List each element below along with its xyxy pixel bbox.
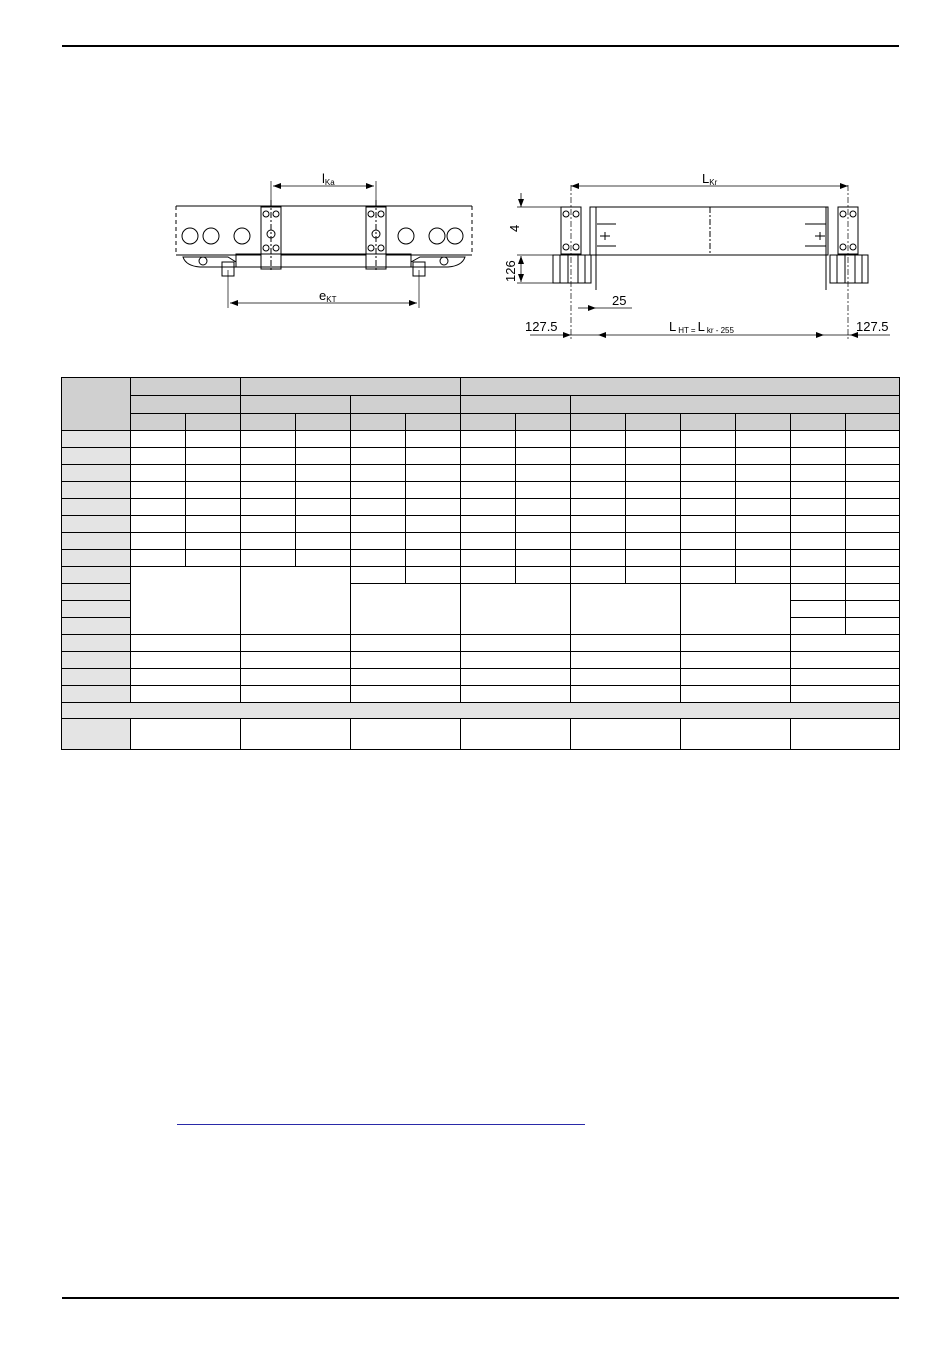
header-cell (406, 414, 461, 431)
table-row (62, 652, 900, 669)
row-label-cell (62, 465, 131, 482)
header-cell (461, 396, 571, 414)
table-row (62, 465, 900, 482)
table-header-row (62, 378, 900, 396)
section-cell (62, 703, 900, 719)
header-cell (186, 414, 241, 431)
merged-cell (241, 567, 351, 635)
table-row (62, 499, 900, 516)
table-row (62, 635, 900, 652)
header-cell (681, 414, 736, 431)
row-label-cell (62, 618, 131, 635)
row-label-cell (62, 669, 131, 686)
header-rule (62, 45, 899, 47)
header-cell (131, 414, 186, 431)
right-view (517, 183, 890, 340)
dim-left-end: 127.5 (525, 319, 558, 334)
header-corner-cell (62, 378, 131, 431)
dim-lht: LHT = L kr - 255 (669, 319, 734, 335)
table-row (62, 686, 900, 703)
row-label-cell (62, 635, 131, 652)
header-cell (516, 414, 571, 431)
dim-lka: lKa (322, 171, 335, 187)
table-row (62, 533, 900, 550)
merged-cell (351, 584, 461, 635)
spec-table (61, 377, 900, 750)
dim-ekt: eKT (319, 288, 337, 304)
dim-lkr: LKr (702, 171, 718, 187)
table-row (62, 669, 900, 686)
dim-right-end: 127.5 (856, 319, 889, 334)
table-row (62, 482, 900, 499)
table-section-row (62, 703, 900, 719)
header-cell (461, 378, 900, 396)
row-label-cell (62, 686, 131, 703)
dim-126: 126 (503, 260, 518, 282)
row-label-cell (62, 499, 131, 516)
header-cell (571, 414, 626, 431)
header-cell (131, 378, 241, 396)
merged-cell (461, 584, 571, 635)
header-cell (461, 414, 516, 431)
row-label-cell (62, 719, 131, 750)
row-label-cell (62, 482, 131, 499)
row-label-cell (62, 533, 131, 550)
footer-rule (62, 1297, 899, 1299)
header-cell (626, 414, 681, 431)
table-row (62, 550, 900, 567)
header-cell (351, 396, 461, 414)
merged-cell (131, 567, 241, 635)
row-label-cell (62, 652, 131, 669)
row-label-cell (62, 567, 131, 584)
header-cell (241, 378, 461, 396)
header-cell (351, 414, 406, 431)
header-cell (846, 414, 900, 431)
table-row (62, 431, 900, 448)
row-label-cell (62, 601, 131, 618)
header-cell (241, 414, 296, 431)
row-label-cell (62, 448, 131, 465)
table-row (62, 719, 900, 750)
merged-cell (681, 584, 791, 635)
table-row (62, 516, 900, 533)
header-cell (791, 414, 846, 431)
row-label-cell (62, 516, 131, 533)
row-label-cell (62, 431, 131, 448)
table-row (62, 448, 900, 465)
row-label-cell (62, 584, 131, 601)
row-label-cell (62, 550, 131, 567)
table-header-row (62, 396, 900, 414)
table-header-row (62, 414, 900, 431)
left-clamp (261, 200, 281, 272)
merged-cell (571, 584, 681, 635)
header-cell (736, 414, 791, 431)
hyperlink-underline[interactable] (177, 1124, 585, 1125)
header-cell (296, 414, 351, 431)
dim-4: 4 (507, 224, 522, 232)
header-cell (571, 396, 900, 414)
header-cell (241, 396, 351, 414)
technical-drawing (0, 160, 950, 350)
dim-25: 25 (612, 293, 627, 308)
right-clamp (366, 200, 386, 272)
table-row (62, 567, 900, 584)
header-cell (131, 396, 241, 414)
